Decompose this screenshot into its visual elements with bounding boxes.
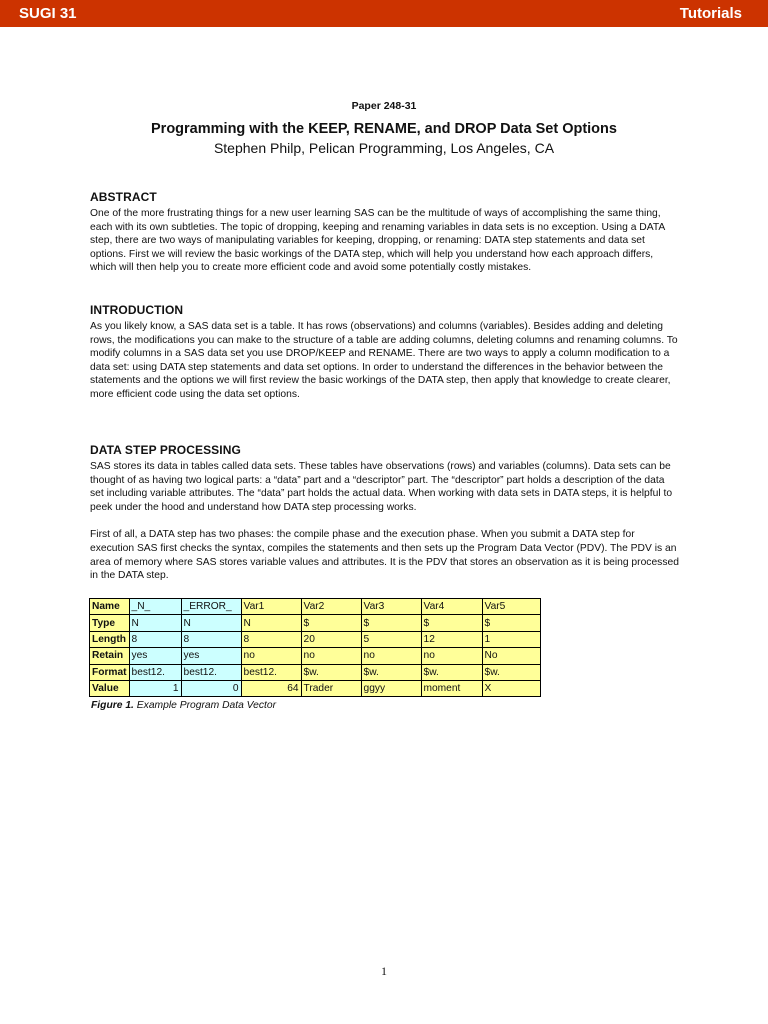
- table-cell: Var1: [241, 599, 301, 615]
- table-row: [90, 599, 541, 615]
- table-cell: 8: [181, 631, 241, 647]
- table-cell: Var4: [421, 599, 482, 615]
- table-cell: best12.: [129, 664, 181, 680]
- table-cell: $w.: [482, 664, 540, 680]
- header-banner: [0, 0, 768, 27]
- figure-caption: [91, 700, 276, 711]
- table-row: [90, 615, 541, 631]
- paper-title: Programming with the KEEP, RENAME, and DROP Data Set Options: [151, 121, 617, 137]
- author-line: Stephen Philp, Pelican Programming, Los Angeles, CA: [213, 140, 555, 156]
- table-cell: $: [482, 615, 540, 631]
- table-cell: 1: [129, 680, 181, 696]
- table-row: [90, 680, 541, 696]
- data-step-paragraph-1: SAS stores its data in tables called data sets. These tables have observations (rows) and variables (columns). Data sets can be thought of as having two logical parts: a “data” part and a “descriptor” part. The “descriptor” part holds a description of the data set including variable attributes. The “data” part holds the actual data. When working with data sets in DATA steps, it is helpful to peek under the hood and understand how DATA step processing works.: [90, 461, 673, 513]
- data-step-processing-section: [90, 443, 680, 583]
- row-header-cell: Name: [90, 599, 130, 615]
- table-cell: _ERROR_: [181, 599, 241, 615]
- row-header-cell: Retain: [90, 648, 130, 664]
- table-cell: no: [361, 648, 421, 664]
- table-cell: $w.: [421, 664, 482, 680]
- introduction-body: As you likely know, a SAS data set is a table. It has rows (observations) and columns (variables). Besides adding and deleting rows, the modifications you can make to the structure of a table are adding columns, deleting columns and renaming columns. To modify columns in a SAS data set you use DROP/KEEP and RENAME. There are two ways to apply a column modification to a data set: using DATA step statements and data set options. In order to understand the differences in the behavior between the statements and the options we will first review the basic workings of the DATA step, then apply that knowledge to create clearer, more efficient code using the data set options.: [90, 321, 678, 400]
- table-cell: best12.: [181, 664, 241, 680]
- row-header-cell: Type: [90, 615, 130, 631]
- abstract-section: [90, 190, 680, 275]
- conference-label: SUGI 31: [19, 5, 77, 22]
- abstract-heading: ABSTRACT: [90, 190, 157, 204]
- table-cell: _N_: [129, 599, 181, 615]
- abstract-body: One of the more frustrating things for a new user learning SAS can be the multitude of ways of accomplishing the same thing, each with its own subtleties. The topic of dropping, keeping and renaming variables in data sets is no exception. Using a DATA step, there are two ways of manipulating variables for keeping, dropping, or renaming: DATA step statements and data set options. First we will review the basic workings of the DATA step, which will help you understand how each approach differs, which will then help you to create more efficient code and avoid some potentially costly mistakes.: [90, 208, 665, 274]
- paper-number: Paper 248-31: [351, 100, 417, 112]
- table-cell: $w.: [301, 664, 361, 680]
- row-header-cell: Format: [90, 664, 130, 680]
- table-cell: no: [421, 648, 482, 664]
- figure-label: Figure 1.: [91, 700, 134, 711]
- section-label: Tutorials: [679, 5, 742, 22]
- table-row: [90, 648, 541, 664]
- table-cell: Var5: [482, 599, 540, 615]
- table-row: [90, 631, 541, 647]
- table-cell: No: [482, 648, 540, 664]
- introduction-heading: INTRODUCTION: [90, 303, 184, 317]
- table-cell: N: [241, 615, 301, 631]
- table-cell: X: [482, 680, 540, 696]
- table-cell: 0: [181, 680, 241, 696]
- row-header-cell: Value: [90, 680, 130, 696]
- table-cell: no: [241, 648, 301, 664]
- data-step-paragraph-2: First of all, a DATA step has two phases: the compile phase and the execution phase. When you submit a DATA step for execution SAS first checks the syntax, compiles the statements and then sets up the Program Data Vector (PDV). The PDV is an area of memory where SAS stores variable values and attributes. It is the PDV that stores an observation as it is being processed in the DATA step.: [90, 529, 679, 582]
- table-cell: 64: [241, 680, 301, 696]
- table-cell: 8: [241, 631, 301, 647]
- table-cell: 20: [301, 631, 361, 647]
- page-number: 1: [381, 964, 387, 978]
- table-cell: yes: [129, 648, 181, 664]
- table-cell: 5: [361, 631, 421, 647]
- table-cell: $w.: [361, 664, 421, 680]
- data-step-processing-heading: DATA STEP PROCESSING: [90, 443, 241, 457]
- table-cell: $: [361, 615, 421, 631]
- table-cell: no: [301, 648, 361, 664]
- table-cell: $: [301, 615, 361, 631]
- table-row: [90, 664, 541, 680]
- table-cell: N: [181, 615, 241, 631]
- table-cell: 12: [421, 631, 482, 647]
- table-cell: 8: [129, 631, 181, 647]
- table-cell: N: [129, 615, 181, 631]
- figure-caption-text: Example Program Data Vector: [136, 700, 277, 711]
- table-cell: 1: [482, 631, 540, 647]
- row-header-cell: Length: [90, 631, 130, 647]
- table-cell: best12.: [241, 664, 301, 680]
- table-cell: Var2: [301, 599, 361, 615]
- table-cell: $: [421, 615, 482, 631]
- table-cell: yes: [181, 648, 241, 664]
- table-cell: Var3: [361, 599, 421, 615]
- table-cell: Trader: [301, 680, 361, 696]
- table-cell: ggyy: [361, 680, 421, 696]
- table-cell: moment: [421, 680, 482, 696]
- pdv-table: [89, 598, 541, 697]
- introduction-section: [90, 303, 680, 402]
